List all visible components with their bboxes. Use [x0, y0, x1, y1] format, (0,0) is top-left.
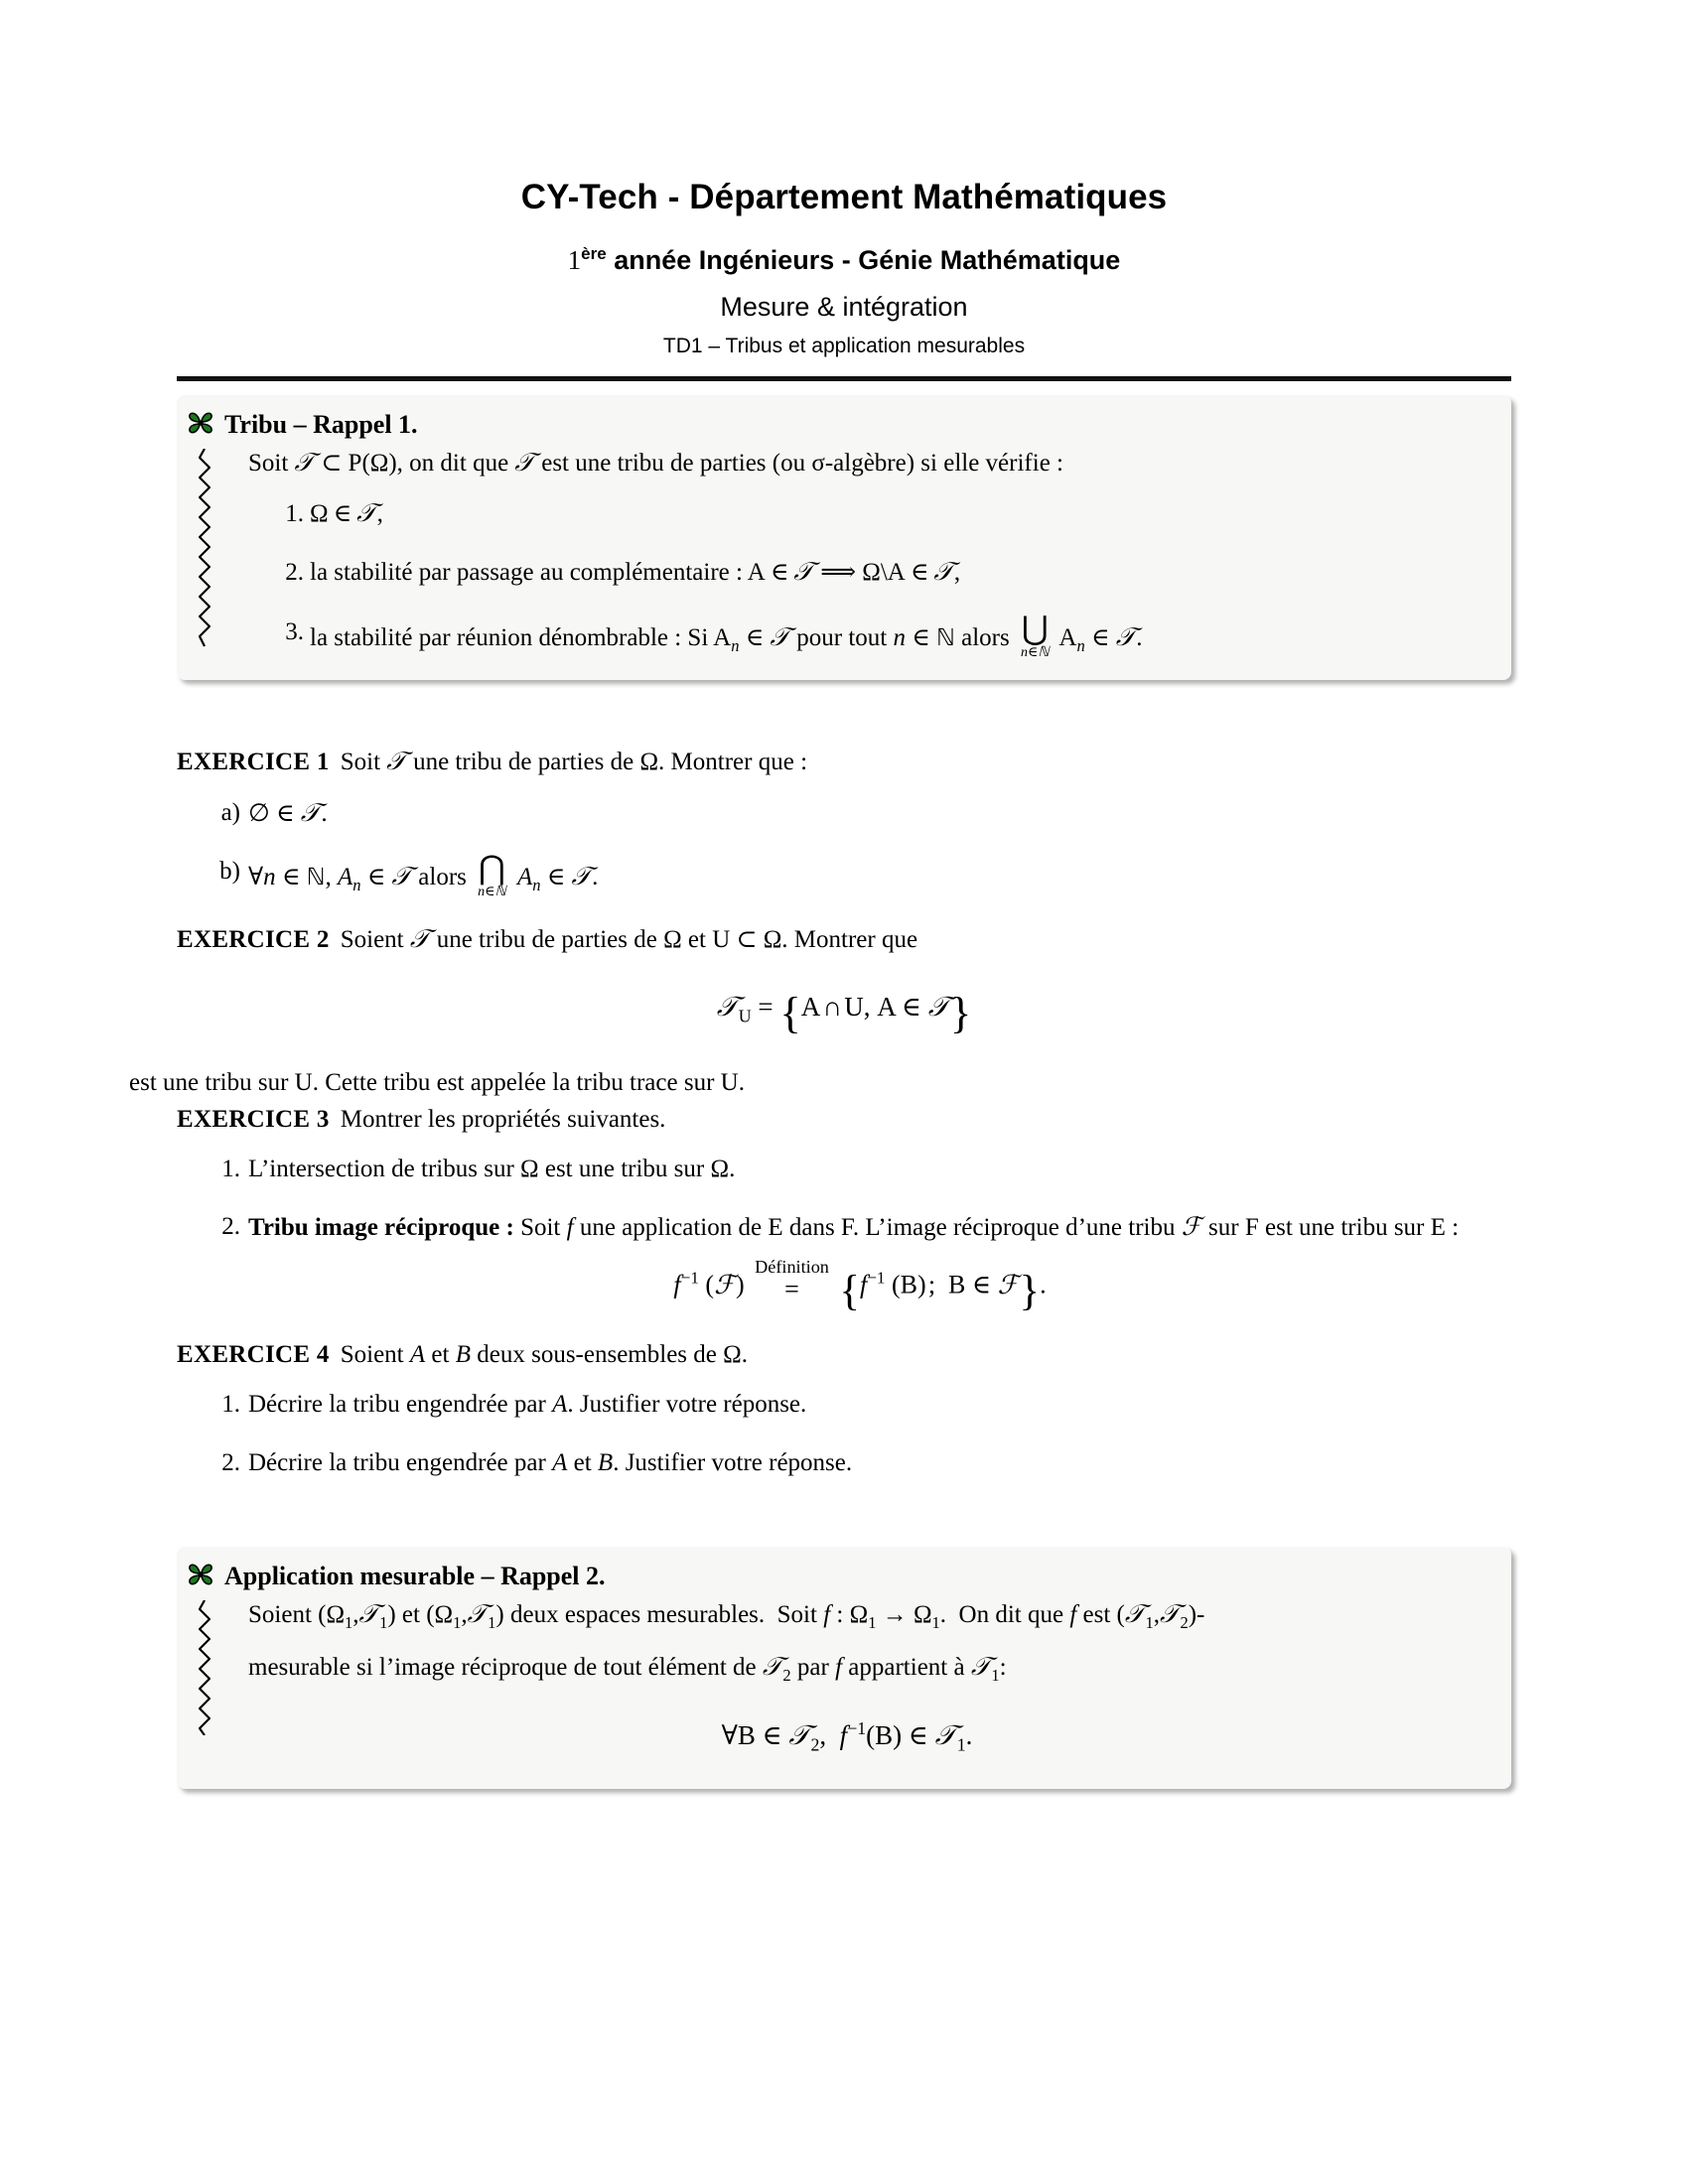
exercise-1: [177, 744, 1511, 899]
callout-rappel-1: [177, 395, 1511, 680]
definition-equals: Définition =: [755, 1257, 829, 1303]
exercise-3: [177, 1102, 1511, 1319]
exercise-2-head: EXERCICE 2 Soient 𝒯 une tribu de parties de Ω et U ⊂ Ω. Montrer que: [177, 924, 918, 955]
header-year-ordinal: ère: [581, 244, 607, 263]
rappel-2-line-2: mesurable si l’image réciproque de tout élément de 𝒯$_2$ par f appartient à 𝒯$_1$:: [248, 1652, 1007, 1686]
list-item: 2. Décrire la tribu engendrée par A et B. Justifier votre réponse.: [248, 1445, 1511, 1481]
exercise-1-label: EXERCICE 1: [177, 749, 330, 776]
script-T: 𝒯: [788, 1719, 810, 1752]
callout-rappel-1-title: Tribu – Rappel 1.: [224, 409, 418, 439]
squiggle-decoration-1: [199, 449, 211, 653]
list-item: la stabilité par passage au complémentaire : A ∈ 𝒯 ⟹ Ω\A ∈ 𝒯,: [310, 557, 961, 588]
script-F: ℱ: [714, 1269, 735, 1300]
list-item: [248, 1152, 1511, 1187]
callout-rappel-2: [177, 1547, 1511, 1789]
script-T: 𝒯: [934, 1719, 956, 1752]
callout-rappel-1-body: [248, 445, 1485, 660]
script-T: 𝒯: [762, 1652, 782, 1683]
rappel-2-line-1: Soient $(\Omega_1,𝒯_1)$ et $(\Omega_1,𝒯_1)$ deux espaces mesurables. Soit f : $\Omega_1 \to \Omega_1$. On dit que f est (𝒯$_1$,𝒯$_2$)-: [248, 1599, 1205, 1633]
rappel-1-intro-c: est une tribu de parties (ou σ-algèbre) si elle vérifie :: [534, 450, 1063, 478]
exercise-1-list: [177, 795, 1511, 900]
script-T: 𝒯: [358, 1599, 379, 1630]
script-T: 𝒯: [1159, 1599, 1180, 1630]
exercise-2-label: EXERCICE 2: [177, 926, 330, 954]
list-item: 1. Décrire la tribu engendrée par A. Justifier votre réponse.: [248, 1387, 1511, 1423]
list-item: b) ∀n ∈ ℕ, $A_n$ ∈ 𝒯 alors ⋂ n∈ℕ $A_n$ ∈ 𝒯.: [248, 854, 1511, 899]
exercise-3-list: [177, 1152, 1511, 1319]
squiggle-decoration-2: [199, 1600, 211, 1735]
exercise-1-head: EXERCICE 1 Soit 𝒯 une tribu de parties de Ω. Montrer que :: [177, 747, 808, 777]
script-F: ℱ: [997, 1269, 1019, 1300]
callout-rappel-2-body: [248, 1596, 1485, 1756]
page-title: CY-Tech - Département Mathématiques: [520, 178, 1168, 216]
exercise-3-item-2-lead: Tribu image réciproque :: [248, 1214, 514, 1242]
callout-rappel-1-title-row: [195, 409, 1485, 442]
exercise-4: [177, 1337, 1511, 1481]
script-T: 𝒯: [1115, 622, 1136, 653]
header-divider: [177, 376, 1511, 381]
script-F: ℱ: [1181, 1212, 1201, 1243]
script-T: 𝒯: [300, 797, 321, 828]
exercise-3-label: EXERCICE 3: [177, 1105, 330, 1133]
script-T: 𝒯: [970, 1652, 991, 1683]
rappel-1-intro: [248, 445, 1485, 481]
callout-rappel-2-title: Application mesurable – Rappel 2.: [224, 1561, 606, 1590]
rappel-1-intro-b: ⊂ P(Ω), on dit que: [315, 450, 515, 478]
list-item: a) ∅ ∈ 𝒯.: [248, 795, 1511, 832]
exercise-2: [129, 921, 1511, 1101]
exercise-3-statement: Montrer les propriétés suivantes.: [340, 1105, 666, 1133]
callout-rappel-2-title-row: [195, 1561, 1485, 1593]
exercise-4-head: EXERCICE 4 Soient A et B deux sous-ensembles de Ω.: [177, 1341, 748, 1369]
document-header: [0, 0, 1688, 358]
left-brace: {: [839, 1268, 860, 1315]
definition-label: Définition: [755, 1257, 829, 1278]
exercise-4-label: EXERCICE 4: [177, 1341, 330, 1369]
script-T: 𝒯: [793, 557, 813, 588]
clover-icon: [185, 407, 216, 439]
header-year-rest: année Ingénieurs - Génie Mathématique: [606, 245, 1121, 275]
script-T: 𝒯: [716, 990, 738, 1023]
big-intersection-operator: ⋂ n∈ℕ: [478, 850, 506, 900]
script-T: 𝒯: [356, 497, 376, 528]
clover-icon: [185, 1559, 216, 1590]
script-T: 𝒯: [927, 990, 949, 1023]
rappel-1-intro-a: Soit: [248, 450, 295, 478]
script-T: 𝒯: [467, 1599, 488, 1630]
rappel-2-equation: ∀B ∈ 𝒯$_2$, $f^{-1}(B)$ ∈ 𝒯$_1$.: [721, 1718, 973, 1755]
script-T: 𝒯: [933, 557, 953, 588]
script-T: 𝒯: [770, 622, 790, 653]
exercise-4-list: [177, 1387, 1511, 1481]
script-T: 𝒯: [386, 747, 406, 777]
left-brace: {: [779, 987, 801, 1037]
big-union-operator: ⋃ n∈ℕ: [1020, 612, 1050, 661]
script-T: 𝒯: [571, 862, 592, 892]
script-T: 𝒯: [1124, 1599, 1145, 1630]
header-td-name: TD1 – Tribus et application mesurables: [662, 334, 1026, 357]
right-brace: }: [949, 987, 972, 1037]
right-brace: }: [1019, 1268, 1041, 1315]
script-T: 𝒯: [294, 448, 315, 478]
exercise-3-item-1-text: L’intersection de tribus sur Ω est une tribu sur Ω.: [248, 1155, 736, 1182]
header-year-number: 1: [567, 245, 582, 275]
rappel-1-list: [248, 496, 1485, 661]
header-subtitle-year: [0, 244, 1688, 276]
list-item: la stabilité par réunion dénombrable : Si $A_n$ ∈ 𝒯 pour tout n ∈ ℕ alors ⋃ n∈ℕ $A_n$ ∈ 𝒯.: [310, 612, 1143, 661]
header-course-name: Mesure & intégration: [720, 292, 968, 323]
script-T: 𝒯: [391, 862, 412, 892]
exercise-3-equation: $f^{-1}$ (ℱ) Définition = {$f^{-1}$ (B) ; B ∈ ℱ}.: [673, 1257, 1047, 1315]
script-T: 𝒯: [409, 924, 430, 955]
exercise-2-equation: 𝒯$_U$ = {A ∩ U, A ∈ 𝒯}: [716, 987, 972, 1037]
list-item: Ω ∈ 𝒯,: [310, 497, 383, 528]
script-T: 𝒯: [514, 448, 534, 478]
list-item: 2. Tribu image réciproque : Soit f une application de E dans F. L’image réciproque d’une tribu ℱ sur F est une tribu sur E : $f^{-1}$ (ℱ) Définition = {$f^{-1}$ (B) ; B ∈ ℱ}.: [248, 1209, 1511, 1319]
exercise-3-head: [177, 1102, 1511, 1138]
exercise-2-after: est une tribu sur U. Cette tribu est appelée la tribu trace sur U.: [129, 1069, 745, 1097]
